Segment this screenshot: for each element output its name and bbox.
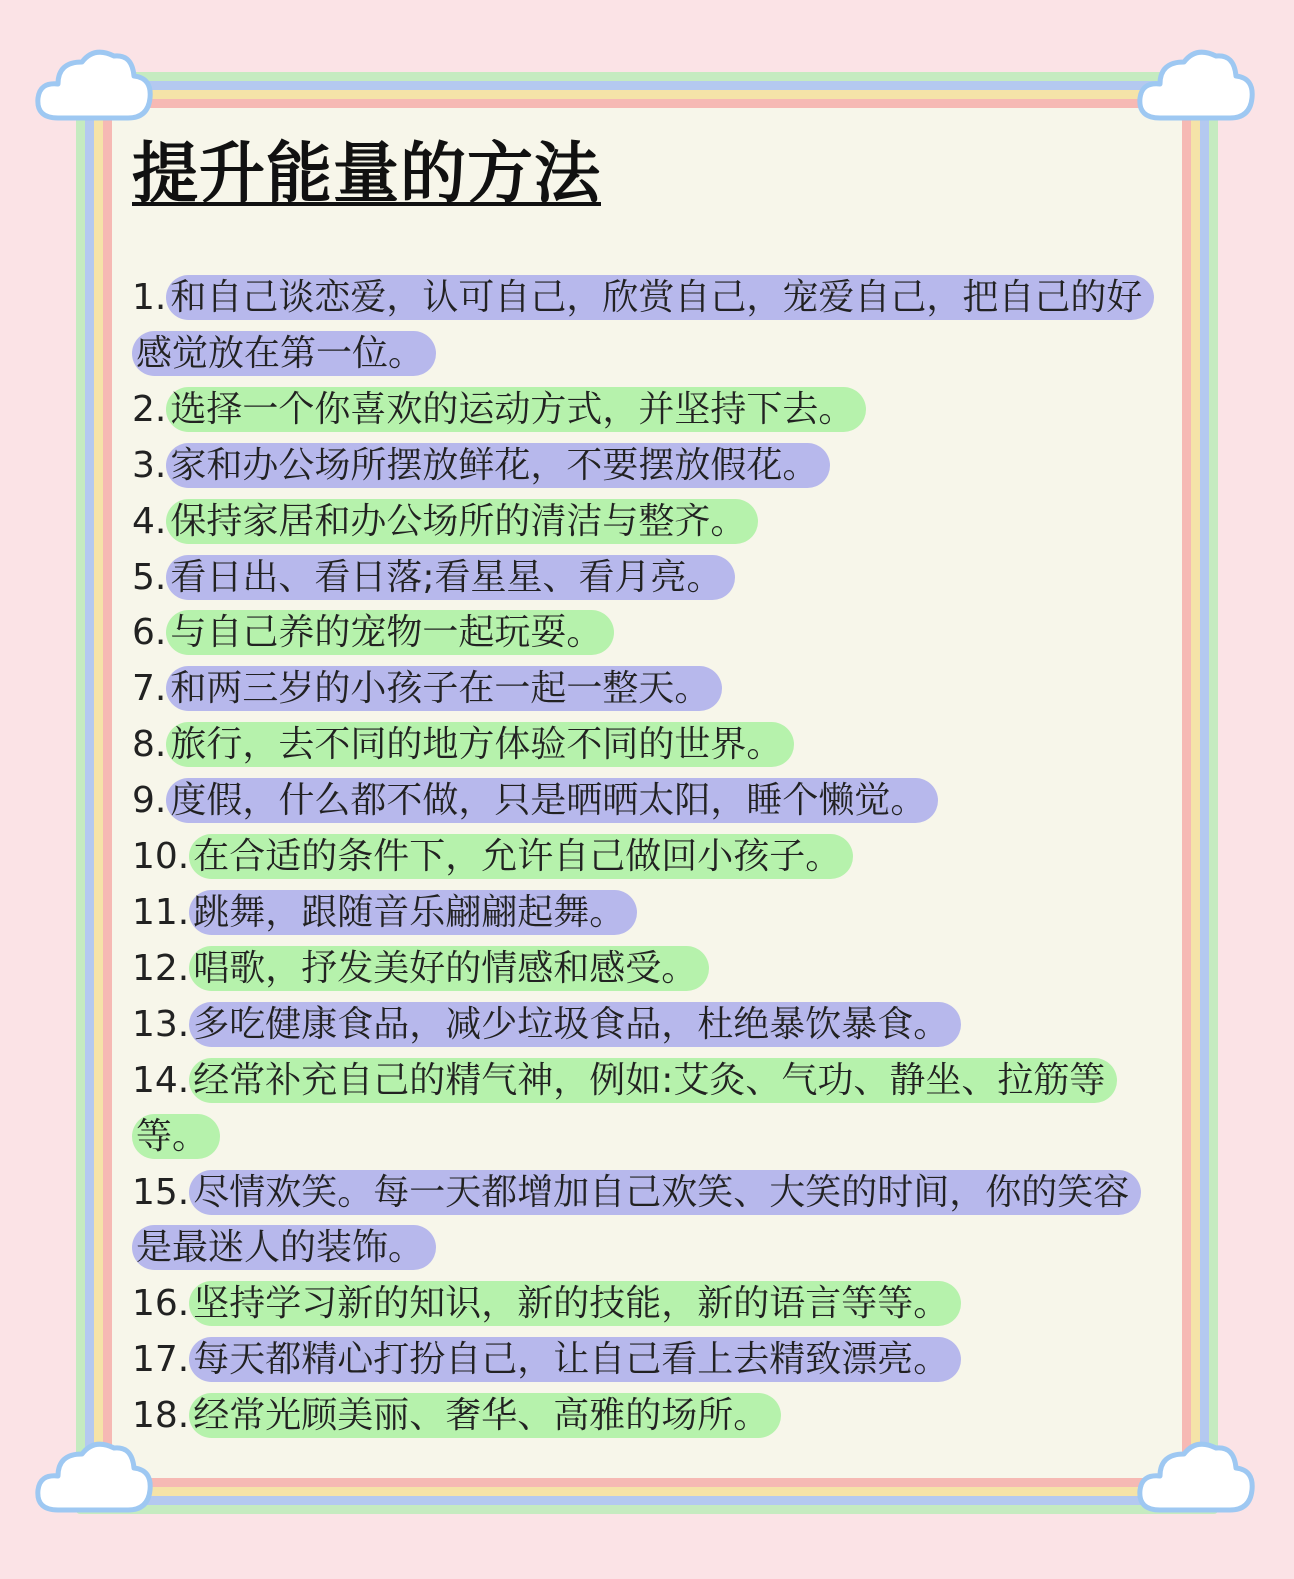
cloud-icon-top-right bbox=[1130, 40, 1260, 130]
item-number: 15. bbox=[132, 1171, 190, 1213]
list-item bbox=[132, 773, 1162, 829]
list-item bbox=[132, 997, 1162, 1053]
item-number: 11. bbox=[132, 891, 190, 933]
list-item bbox=[132, 270, 1162, 382]
item-text: 保持家居和办公场所的清洁与整齐。 bbox=[166, 499, 758, 544]
item-text: 与自己养的宠物一起玩耍。 bbox=[166, 610, 614, 655]
item-text: 唱歌，抒发美好的情感和感受。 bbox=[189, 946, 709, 991]
item-number: 7. bbox=[132, 668, 167, 710]
item-text: 和两三岁的小孩子在一起一整天。 bbox=[166, 666, 722, 711]
list-item bbox=[132, 717, 1162, 773]
item-number: 2. bbox=[132, 388, 167, 430]
list-item bbox=[132, 550, 1162, 606]
cloud-icon-bottom-right bbox=[1130, 1432, 1260, 1522]
list-item bbox=[132, 885, 1162, 941]
item-number: 9. bbox=[132, 780, 167, 822]
list-item bbox=[132, 1332, 1162, 1388]
list-item bbox=[132, 1165, 1162, 1277]
list-item bbox=[132, 941, 1162, 997]
item-number: 3. bbox=[132, 444, 167, 486]
list-item bbox=[132, 661, 1162, 717]
item-text: 旅行，去不同的地方体验不同的世界。 bbox=[166, 722, 794, 767]
item-number: 6. bbox=[132, 612, 167, 654]
page-title: 提升能量的方法 bbox=[132, 135, 601, 212]
item-number: 14. bbox=[132, 1059, 190, 1101]
item-text: 和自己谈恋爱，认可自己，欣赏自己，宠爱自己，把自己的好感觉放在第一位。 bbox=[132, 275, 1154, 376]
item-text: 尽情欢笑。每一天都增加自己欢笑、大笑的时间，你的笑容是最迷人的装饰。 bbox=[132, 1170, 1141, 1271]
list-item bbox=[132, 829, 1162, 885]
list-item bbox=[132, 438, 1162, 494]
cloud-icon-bottom-left bbox=[28, 1432, 158, 1522]
item-text: 跳舞，跟随音乐翩翩起舞。 bbox=[189, 890, 637, 935]
method-list bbox=[132, 270, 1162, 1444]
item-text: 度假，什么都不做，只是晒晒太阳，睡个懒觉。 bbox=[166, 778, 938, 823]
item-number: 12. bbox=[132, 947, 190, 989]
item-text: 在合适的条件下，允许自己做回小孩子。 bbox=[189, 834, 853, 879]
list-item bbox=[132, 605, 1162, 661]
item-number: 17. bbox=[132, 1339, 190, 1381]
list-item bbox=[132, 1276, 1162, 1332]
item-text: 选择一个你喜欢的运动方式，并坚持下去。 bbox=[166, 387, 866, 432]
item-number: 16. bbox=[132, 1283, 190, 1325]
item-text: 多吃健康食品，减少垃圾食品，杜绝暴饮暴食。 bbox=[189, 1002, 961, 1047]
item-number: 1. bbox=[132, 277, 167, 318]
item-number: 10. bbox=[132, 836, 190, 878]
list-item bbox=[132, 494, 1162, 550]
list-item bbox=[132, 1388, 1162, 1444]
item-number: 8. bbox=[132, 724, 167, 766]
item-number: 13. bbox=[132, 1003, 190, 1045]
item-text: 家和办公场所摆放鲜花，不要摆放假花。 bbox=[166, 443, 830, 488]
list-item bbox=[132, 1053, 1162, 1165]
item-number: 4. bbox=[132, 500, 167, 542]
item-text: 经常补充自己的精气神，例如:艾灸、气功、静坐、拉筋等等。 bbox=[132, 1058, 1117, 1159]
item-text: 经常光顾美丽、奢华、高雅的场所。 bbox=[189, 1393, 781, 1438]
item-text: 坚持学习新的知识，新的技能，新的语言等等。 bbox=[189, 1281, 961, 1326]
list-item bbox=[132, 382, 1162, 438]
item-text: 每天都精心打扮自己，让自己看上去精致漂亮。 bbox=[189, 1337, 961, 1382]
cloud-icon-top-left bbox=[28, 40, 158, 130]
item-text: 看日出、看日落;看星星、看月亮。 bbox=[166, 555, 734, 600]
item-number: 5. bbox=[132, 556, 167, 598]
item-number: 18. bbox=[132, 1395, 190, 1437]
